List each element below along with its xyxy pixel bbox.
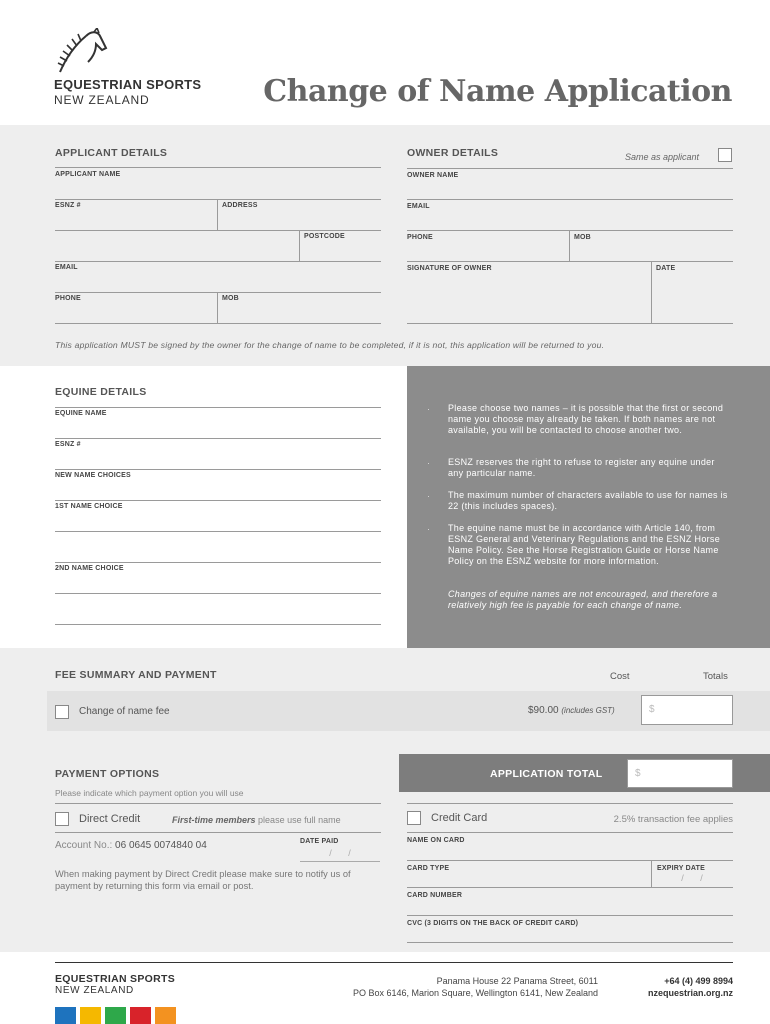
fee-cost-value: $90.00: [528, 705, 559, 716]
totals-header: Totals: [703, 671, 728, 682]
date-paid-label: DATE PAID: [300, 838, 339, 845]
brand-swatch-red: [130, 1007, 151, 1024]
application-total-label: APPLICATION TOTAL: [490, 768, 603, 780]
fee-total-input[interactable]: [641, 695, 733, 725]
naming-rules-panel: [407, 366, 770, 648]
second-choice-field-1[interactable]: [55, 593, 381, 594]
direct-credit-line: [55, 832, 381, 833]
expiry-date-field[interactable]: / /: [681, 873, 703, 883]
direct-credit-label: Direct Credit: [79, 813, 141, 825]
cost-header: Cost: [610, 671, 630, 682]
same-as-applicant-checkbox[interactable]: [718, 148, 732, 162]
applicant-address-field[interactable]: [55, 261, 381, 262]
equine-section-title: EQUINE DETAILS: [55, 386, 147, 398]
transaction-fee-note: 2.5% transaction fee applies: [613, 814, 733, 825]
cvc-label: CVC (3 DIGITS ON THE BACK OF CREDIT CARD): [407, 920, 579, 927]
change-of-name-fee-label: Change of name fee: [79, 706, 170, 717]
signature-date-divider: [651, 261, 652, 324]
applicant-phone-label: PHONE: [55, 295, 81, 302]
note-3: The maximum number of characters available to use for names is 22 (this includes spaces).: [448, 490, 728, 511]
equine-name-label: EQUINE NAME: [55, 410, 107, 417]
card-type-field[interactable]: [407, 887, 733, 888]
same-as-applicant-label: Same as applicant: [625, 152, 700, 162]
note-5: Changes of equine names are not encouraged, and therefore a relatively high fee is payable for each change of name.: [448, 589, 718, 610]
applicant-mob-label: MOB: [222, 295, 239, 302]
owner-date-label: DATE: [656, 265, 676, 272]
note-2: ESNZ reserves the right to refuse to register any equine under any particular name.: [448, 457, 715, 478]
application-total-input[interactable]: [627, 759, 733, 788]
owner-email-field[interactable]: [407, 230, 733, 231]
equine-name-field[interactable]: [55, 438, 381, 439]
applicant-name-underline: [55, 199, 381, 200]
brand-swatch-blue: [55, 1007, 76, 1024]
owner-signature-label: SIGNATURE OF OWNER: [407, 265, 492, 272]
applicant-name-label: APPLICANT NAME: [55, 171, 121, 178]
applicant-phone-field[interactable]: [55, 323, 381, 324]
credit-card-checkbox[interactable]: [407, 811, 421, 825]
card-type-expiry-divider: [651, 860, 652, 887]
date-paid-field[interactable]: / /: [300, 848, 380, 862]
direct-credit-checkbox[interactable]: [55, 812, 69, 826]
owner-phone-label: PHONE: [407, 234, 433, 241]
brand-swatch-yellow: [80, 1007, 101, 1024]
logo-line2: NEW ZEALAND: [54, 93, 150, 107]
owner-name-field[interactable]: [407, 199, 733, 200]
card-divider: [407, 803, 733, 804]
applicant-section-title: APPLICANT DETAILS: [55, 147, 168, 159]
first-choice-field-1[interactable]: [55, 531, 381, 532]
note-1-bullet: ·: [427, 404, 430, 414]
note-4: The equine name must be in accordance with Article 140, from ESNZ General and Veterinary Regulations and the ESNZ Horse Name Policy. See the Horse Registration Guide or Horse Name Policy on the ESNZ website for more information.: [448, 523, 721, 566]
note-2-bullet: ·: [427, 458, 430, 468]
note-1: Please choose two names – it is possible that the first or second name you choose may already be taken. If both names are not available, you will be contacted to choose another two.: [448, 403, 724, 435]
footer-phone: +64 (4) 499 8994: [664, 976, 733, 986]
footer-website: nzequestrian.org.nz: [647, 988, 733, 998]
owner-mob-label: MOB: [574, 234, 591, 241]
first-choice-label: 1ST NAME CHOICE: [55, 503, 123, 510]
footer-address-line2: PO Box 6146, Marion Square, Wellington 6141, New Zealand: [353, 988, 598, 998]
footer-address-line1: Panama House 22 Panama Street, 6011: [436, 976, 598, 986]
second-choice-label: 2ND NAME CHOICE: [55, 565, 124, 572]
name-on-card-field[interactable]: [407, 860, 733, 861]
brand-swatch-green: [105, 1007, 126, 1024]
applicant-esnz-label: ESNZ #: [55, 202, 81, 209]
fee-cost: [528, 705, 615, 716]
fee-section-title: FEE SUMMARY AND PAYMENT: [55, 669, 217, 681]
equine-esnz-field[interactable]: [55, 469, 381, 470]
expiry-date-label: EXPIRY DATE: [657, 865, 705, 872]
applicant-email-field[interactable]: [55, 292, 381, 293]
applicant-address-label: ADDRESS: [222, 202, 258, 209]
esnz-logo: [52, 28, 212, 108]
first-time-rest: please use full name: [258, 815, 341, 825]
application-total-currency: $: [635, 768, 641, 779]
owner-phone-mob-divider: [569, 230, 570, 262]
new-name-choices-line: [55, 500, 381, 501]
direct-credit-note: When making payment by Direct Credit please make sure to notify us of payment by returning this form via email or post.: [55, 869, 351, 891]
credit-card-label: Credit Card: [431, 812, 488, 824]
equine-top-line: [55, 407, 381, 408]
applicant-name-field[interactable]: [55, 167, 381, 168]
footer-org-line1: EQUESTRIAN SPORTS: [55, 973, 176, 985]
note-4-bullet: ·: [427, 524, 430, 534]
credit-card-line: [407, 832, 733, 833]
second-choice-field-2[interactable]: [55, 624, 381, 625]
page-title: Change of Name Application: [263, 74, 732, 109]
payment-section-title: PAYMENT OPTIONS: [55, 768, 160, 780]
payment-subtitle: Please indicate which payment option you will use: [55, 788, 244, 798]
logo-line1: EQUESTRIAN SPORTS: [54, 77, 202, 92]
phone-mob-divider: [217, 292, 218, 324]
footer-divider: [55, 962, 733, 963]
equine-esnz-label: ESNZ #: [55, 441, 81, 448]
payment-divider: [55, 803, 381, 804]
change-of-name-fee-checkbox[interactable]: [55, 705, 69, 719]
fee-total-currency: $: [649, 704, 655, 715]
esnz-address-divider: [217, 199, 218, 231]
account-label: Account No.:: [55, 840, 113, 851]
cvc-field[interactable]: [407, 942, 733, 943]
first-time-note: [172, 815, 341, 825]
owner-email-label: EMAIL: [407, 203, 430, 210]
applicant-email-label: EMAIL: [55, 264, 78, 271]
applicant-postcode-label: POSTCODE: [304, 233, 345, 240]
account-number-line: [55, 840, 207, 851]
note-3-bullet: ·: [427, 491, 430, 501]
first-choice-field-2[interactable]: [55, 562, 381, 563]
card-number-label: CARD NUMBER: [407, 892, 463, 899]
owner-signature-field[interactable]: [407, 323, 733, 324]
first-time-members: First-time members: [172, 815, 256, 825]
postcode-divider: [299, 230, 300, 262]
card-type-label: CARD TYPE: [407, 865, 450, 872]
owner-signature-notice: This application MUST be signed by the owner for the change of name to be completed, if it is not, this application will be returned to you.: [55, 340, 605, 350]
applicant-esnz-field[interactable]: [55, 230, 381, 231]
card-number-field[interactable]: [407, 915, 733, 916]
new-name-choices-label: NEW NAME CHOICES: [55, 472, 131, 479]
fee-cost-note: (includes GST): [561, 706, 615, 715]
name-on-card-label: NAME ON CARD: [407, 837, 465, 844]
owner-name-label: OWNER NAME: [407, 172, 459, 179]
owner-phone-field[interactable]: [407, 261, 733, 262]
brand-swatch-orange: [155, 1007, 176, 1024]
owner-section-title: OWNER DETAILS: [407, 147, 499, 159]
owner-top-line: [407, 168, 733, 169]
fern-horse-logo-icon: [52, 28, 112, 78]
account-number: 06 0645 0074840 04: [115, 840, 207, 851]
footer-org-line2: NEW ZEALAND: [55, 985, 134, 996]
